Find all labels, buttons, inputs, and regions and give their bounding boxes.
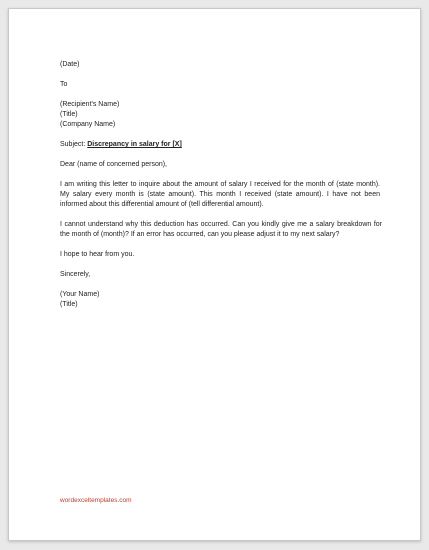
subject-text: Discrepancy in salary for [X] (87, 141, 182, 148)
subject-line (60, 140, 380, 150)
sender-name: (Your Name) (60, 291, 100, 298)
letter-date: (Date) (60, 61, 80, 68)
paragraph-1: I am writing this letter to inquire about the amount of salary I received for the month of (state month). My salary every month is (state amount). This month I received (state amount). I have not been informed about this differential amount of (tell differential amount). (60, 181, 380, 208)
letter-to: To (60, 81, 68, 88)
sender-title: (Title) (60, 301, 78, 308)
subject-label: Subject: (60, 141, 88, 148)
letter-body (60, 60, 380, 310)
recipient-name: (Recipient's Name) (60, 101, 120, 108)
recipient-title: (Title) (60, 111, 78, 118)
closing: Sincerely, (60, 271, 91, 278)
document-page (8, 8, 421, 541)
paragraph-3: I hope to hear from you. (60, 251, 135, 258)
salutation: Dear (name of concerned person), (60, 161, 167, 168)
company-name: (Company Name) (60, 121, 116, 128)
paragraph-2: I cannot understand why this deduction has occurred. Can you kindly give me a salary breakdown for the month of (month)? If an error has occurred, can you please adjust it to my next salary? (60, 221, 382, 238)
footer-website-link[interactable]: wordexceltemplates.com (60, 497, 132, 504)
